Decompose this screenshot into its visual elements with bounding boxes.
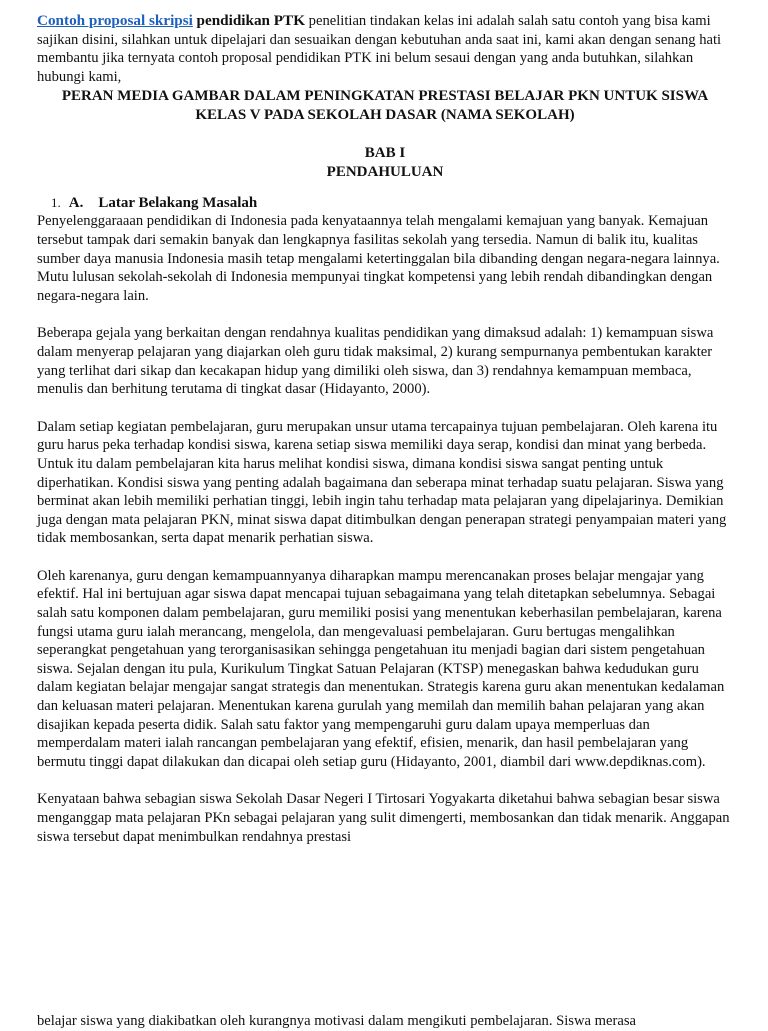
intro-bold-text: pendidikan PTK [196,12,306,29]
document-title: PERAN MEDIA GAMBAR DALAM PENINGKATAN PRESTASI BELAJAR PKN UNTUK SISWA KELAS V PADA SEKOLAH DASAR (NAMA SEKOLAH) [61,88,709,124]
chapter-number: BAB I [364,145,406,162]
chapter-name: PENDAHULUAN [326,164,444,181]
continuation-paragraph: belajar siswa yang diakibatkan oleh kurangnya motivasi dalam mengikuti pembelajaran. Siswa merasa [37,1013,636,1029]
list-number: 1. [51,195,61,211]
document-page [37,12,733,865]
paragraph-5: Kenyataan bahwa sebagian siswa Sekolah Dasar Negeri I Tirtosari Yogyakarta diketahui bahwa sebagian besar siswa menganggap mata pelajaran PKn sebagai pelajaran yang sulit dimengerti, membosankan dan tidak menarik. Anggapan siswa tersebut dapat menimbulkan rendahnya prestasi [37,791,730,845]
section-title: A. Latar Belakang Masalah [68,195,258,212]
intro-text: penelitian tindakan kelas ini adalah salah satu contoh yang bisa kami sajikan disini, silahkan untuk dipelajari dan sesuaikan dengan kebutuhan anda saat ini, kami akan dengan senang hati membantu jika ternyata contoh proposal pendidikan PTK ini belum sesaui dengan yang anda butuhkan, silahkan hubungi kami, [37,13,722,85]
paragraph-2: Beberapa gejala yang berkaitan dengan rendahnya kualitas pendidikan yang dimaksud adalah: 1) kemampuan siswa dalam menyerap pelajaran yang diajarkan oleh guru tidak maksimal, 2) kurang sempurnanya pembentukan karakter yang terlihat dari sikap dan kecakapan hidup yang dimiliki oleh siswa, dan 3) rendahnya kemampuan membaca, menulis dan berhitung terutama di tingkat dasar (Hidayanto, 2000). [37,325,714,398]
paragraph-4: Oleh karenanya, guru dengan kemampuannyanya diharapkan mampu merencanakan proses belajar mengajar yang efektif. Hal ini bertujuan agar siswa dapat mencapai tujuan sebagaimana yang telah ditetapkan sebelumnya. Sebagai salah satu komponen dalam pembelajaran, guru memiliki posisi yang menentukan keberhasilan pembelajaran, karena fungsi utama guru ialah merancang, mengelola, dan mengevaluasi pembelajaran. Guru bertugas mengalihkan seperangkat pengetahuan yang terorganisasikan sehingga pengetahuan itu menjadi bagian dari sistem pengetahuan siswa. Sejalan dengan itu pula, Kurikulum Tingkat Satuan Pelajaran (KTSP) menegaskan bahwa kedudukan guru dalam kegiatan belajar mengajar sangat strategis dan menentukan. Strategis karena guru akan menentukan kedalaman dan keluasan materi pelajaran. Menentukan karena gurulah yang memilah dan memilih bahan pelajaran yang akan disajikan kepada peserta didik. Salah satu faktor yang mempengaruhi guru dalam upaya memperluas dan memperdalam materi ialah rancangan pembelajaran yang efektif, efisien, menarik, dan hasil pembelajaran yang bermutu tinggi dapat dilakukan dan dicapai oleh setiap guru (Hidayanto, 2001, diambil dari www.depdiknas.com). [37,567,725,770]
intro-paragraph [37,12,733,86]
chapter-heading [37,144,733,182]
proposal-link[interactable]: Contoh proposal skripsi [37,12,193,29]
paragraph-1: Penyelenggaraaan pendidikan di Indonesia pada kenyataannya telah mengalami kemajuan yang banyak. Kemajuan tersebut tampak dari semakin banyak dan lengkapnya fasilitas sekolah yang tersedia. Namun di balik itu, kualitas sumber daya manusia Indonesia masih tetap mengalami ketertinggalan bila dibanding dengan negara-negara lainnya. Mutu lulusan sekolah-sekolah di Indonesia mempunyai tingkat kompetensi yang lebih rendah dibandingkan dengan negara-negara lain. [37,213,720,304]
paragraph-3: Dalam setiap kegiatan pembelajaran, guru merupakan unsur utama tercapainya tujuan pembelajaran. Oleh karena itu guru harus peka terhadap kondisi siswa, karena setiap siswa memiliki daya serap, kondisi dan minat yang berbeda. Untuk itu dalam pembelajaran kita harus melihat kondisi siswa, dimana kondisi siswa sangat penting untuk diperhatikan. Kondisi siswa yang penting adalah bagaimana dan seberapa minat terhadap suatu pelajaran. Siswa yang berminat akan lebih memiliki perhatian tinggi, lebih ingin tahu terhadap mata pelajaran yang dipelajarinya. Demikian juga dengan mata pelajaran PKN, minat siswa dapat ditimbulkan dengan penerapan strategi penyampaian materi yang tidak membosankan, serta dapat menarik perhatian siswa. [37,418,727,547]
section-heading [51,194,733,212]
